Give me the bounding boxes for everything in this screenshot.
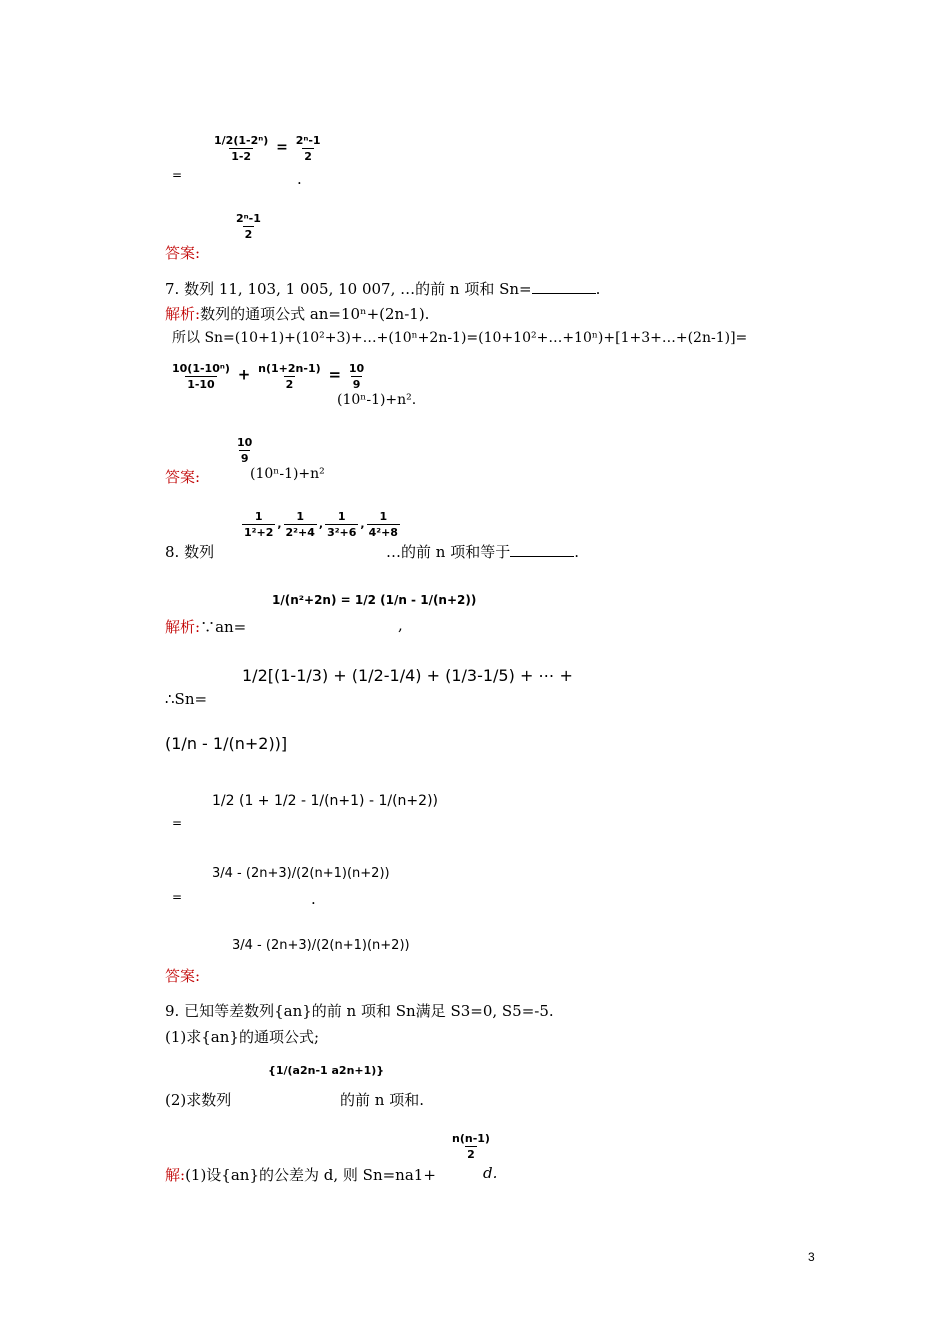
answer-p7-formula [233, 436, 256, 465]
frac-numerator: 10 [237, 436, 253, 449]
comma: , [398, 616, 403, 634]
period: . [297, 170, 302, 188]
solution-text: (1)设{an}的公差为 d, 则 Sn=na1+ [185, 1166, 436, 1184]
eq-sign: = [172, 890, 183, 904]
frac-denominator: 2 [244, 228, 253, 241]
analysis-text: 数列的通项公式 an=10ⁿ+(2n-1). [200, 305, 430, 323]
page-number: 3 [808, 1250, 815, 1264]
frac-denominator: 4²+8 [368, 526, 398, 539]
analysis-label: 解析: [165, 305, 201, 323]
eq-sign: = [172, 168, 183, 182]
frac-numerator: 10 [348, 362, 365, 375]
sn-prefix: ∴Sn= [165, 690, 208, 708]
answer-label: 答案: [165, 967, 201, 985]
answer-blank [532, 281, 596, 294]
formula-sn-line1: 1/2[(1-1/3) + (1/2-1/4) + (1/3-1/5) + ⋯ + [242, 666, 573, 685]
frac-numerator: 1/2(1-2ⁿ) [214, 134, 269, 147]
frac-denominator: 2 [467, 1148, 475, 1161]
question-7-text: 7. 数列 11, 103, 1 005, 10 007, …的前 n 项和 Sn= [165, 280, 532, 298]
answer-label: 答案: [165, 468, 201, 486]
solution-tail: d. [483, 1164, 498, 1182]
analysis-7 [165, 303, 429, 324]
frac-denominator: 1²+2 [244, 526, 274, 539]
frac-denominator: 2 [285, 378, 294, 391]
formula-step4: 3/4 - (2n+3)/(2(n+1)(n+2)) [212, 866, 390, 881]
frac-denominator: 1-2 [231, 150, 252, 163]
question-8-suffix-text: …的前 n 项和等于 [386, 543, 511, 561]
formula-an: 1/(n²+2n) = 1/2 (1/n - 1/(n+2)) [272, 593, 477, 607]
equals-sign: = [328, 365, 342, 384]
frac-numerator: 1 [337, 510, 346, 523]
plus-sign: + [237, 365, 251, 384]
frac-denominator: 3²+6 [327, 526, 357, 539]
solution-9 [165, 1164, 436, 1185]
frac-numerator: 1 [379, 510, 388, 523]
period: . [311, 890, 316, 908]
formula-p6-step: $\frac{\text{1/2(1-2ⁿ)}}{1-2}$ = $\frac{\text{2ⁿ-1}}{2}$ [214, 134, 321, 163]
eq-sign: = [172, 816, 183, 830]
analysis-label: 解析: [165, 618, 201, 636]
question-9: 9. 已知等差数列{an}的前 n 项和 Sn满足 S3=0, S5=-5. [165, 1002, 554, 1020]
frac-denominator: 9 [240, 452, 249, 465]
answer-p6-formula [232, 212, 265, 241]
frac-numerator: 1 [296, 510, 305, 523]
frac-denominator: 1-10 [187, 378, 215, 391]
frac-denominator: 2 [304, 150, 312, 163]
question-7: 7. 数列 11, 103, 1 005, 10 007, …的前 n 项和 Sn= . [165, 280, 601, 298]
solution-frac [448, 1132, 494, 1161]
formula-sn-line2: (1/n - 1/(n+2))] [165, 734, 288, 753]
frac-numerator: 2ⁿ-1 [236, 212, 261, 225]
frac-numerator: 10(1-10ⁿ) [172, 362, 230, 375]
period: . [574, 543, 579, 561]
frac-numerator: 2ⁿ-1 [295, 134, 321, 147]
sequence-terms: $\frac{1}{\text{1²+2}}$ , $\frac{1}{\text{2²+4}}$ , $\frac{1}{\text{3²+6}}$ , $\frac{1}{\text{4²+8}}$ [244, 510, 398, 539]
frac-denominator: 2²+4 [285, 526, 315, 539]
analysis-7-line2: 所以 Sn=(10+1)+(10²+3)+…+(10ⁿ+2n-1)=(10+10²+…+10ⁿ)+[1+3+…+(2n-1)]= [172, 330, 748, 346]
question-8-suffix [386, 541, 579, 562]
question-9-part1: (1)求{an}的通项公式; [165, 1028, 319, 1046]
answer-label: 答案: [165, 244, 201, 262]
analysis-8 [165, 616, 246, 637]
answer-p8-formula: 3/4 - (2n+3)/(2(n+1)(n+2)) [232, 938, 410, 953]
question-8-prefix: 8. 数列 [165, 543, 215, 561]
frac-denominator: 9 [352, 378, 361, 391]
frac-numerator: n(1+2n-1) [258, 362, 321, 375]
formula-p7-tail: (10ⁿ-1)+n². [337, 392, 417, 408]
formula-step3: 1/2 (1 + 1/2 - 1/(n+1) - 1/(n+2)) [212, 793, 438, 809]
question-9-part2-suffix: 的前 n 项和. [340, 1091, 424, 1109]
frac-numerator: n(n-1) [452, 1132, 490, 1145]
question-9-part2-prefix: (2)求数列 [165, 1091, 232, 1109]
formula-q2: {1/(a2n-1 a2n+1)} [268, 1064, 385, 1077]
an-prefix: ∵an= [200, 618, 247, 636]
solution-label: 解: [165, 1166, 186, 1184]
frac-numerator: 1 [254, 510, 263, 523]
formula-p7-sum [168, 362, 368, 391]
answer-blank [510, 544, 574, 557]
answer-p7-tail: (10ⁿ-1)+n² [250, 466, 325, 482]
